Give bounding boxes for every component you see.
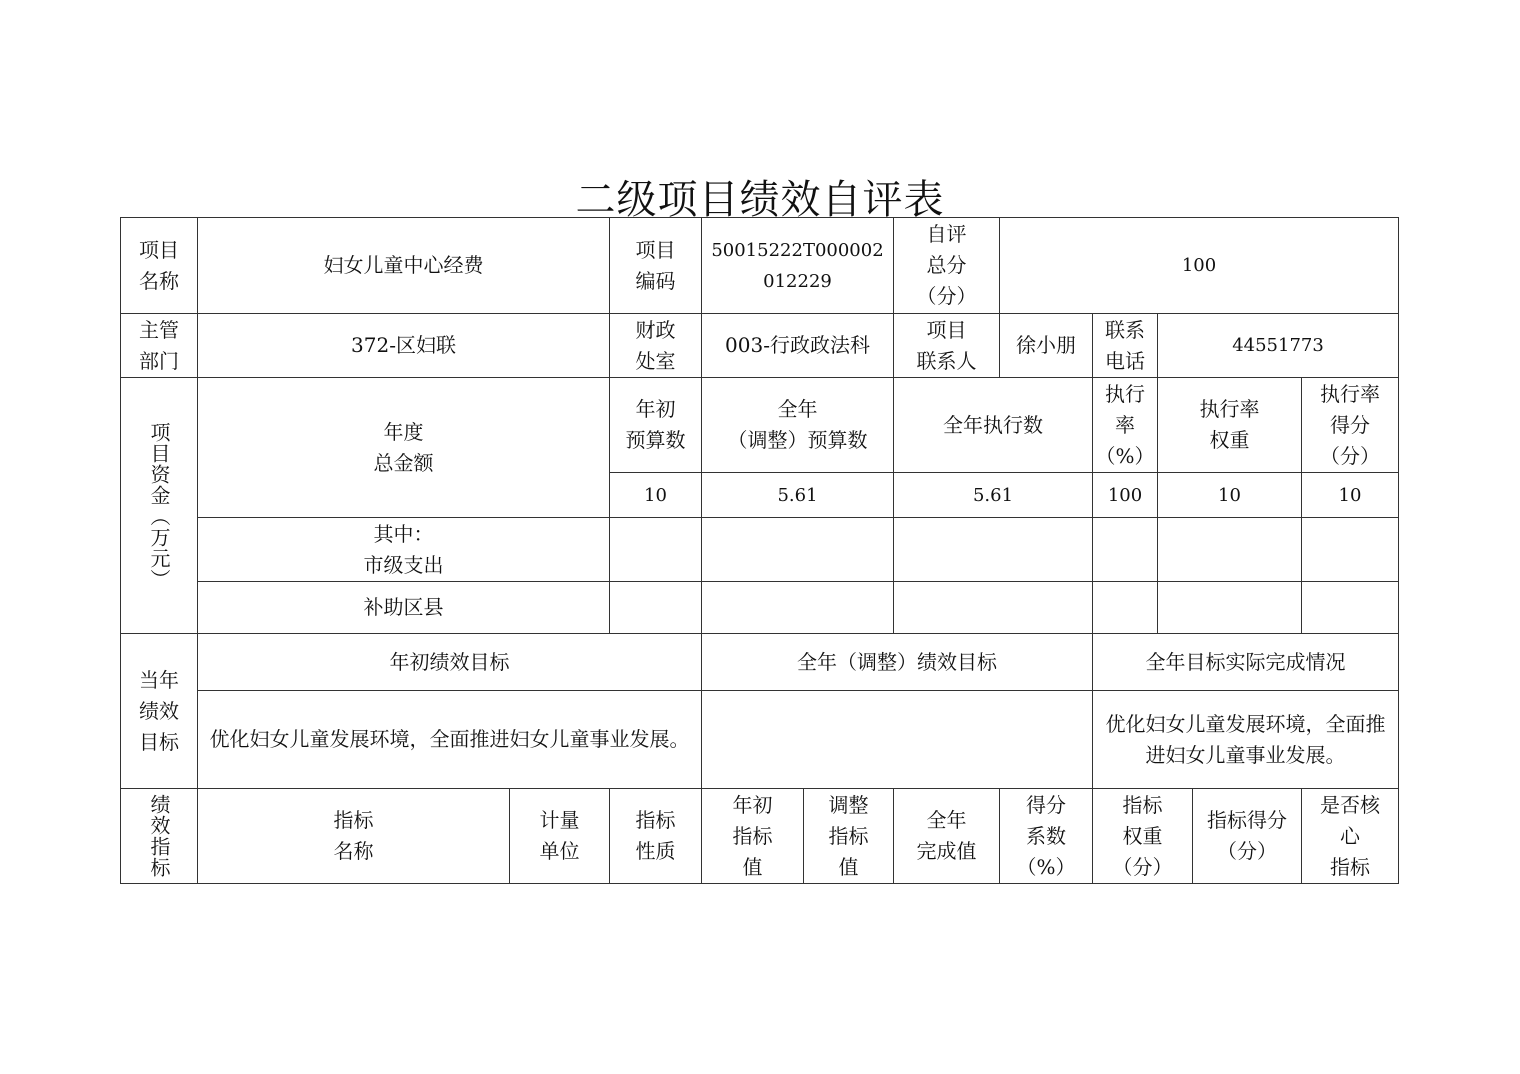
unit-header: 计量 单位: [509, 788, 610, 884]
adjusted-goal-text: [701, 690, 1093, 789]
city-executed-cell: [893, 517, 1093, 582]
adjusted-budget-value: 5.61: [701, 472, 894, 518]
contact-value: 徐小朋: [999, 313, 1093, 378]
actual-goal-text: 优化妇女儿童发展环境，全面推进妇女儿童事业发展。: [1092, 690, 1399, 789]
phone-value: 44551773: [1157, 313, 1399, 378]
finance-office-label: 财政 处室: [609, 313, 702, 378]
funds-section-label: 项目资金（万元）: [120, 377, 198, 634]
city-rate-cell: [1092, 517, 1158, 582]
project-name-value: 妇女儿童中心经费: [197, 217, 610, 314]
rate-score-header: 执行率 得分 （分）: [1301, 377, 1399, 473]
adjusted-goal-header: 全年（调整）绩效目标: [701, 633, 1093, 691]
district-adjusted-cell: [701, 581, 894, 634]
department-label: 主管 部门: [120, 313, 198, 378]
district-executed-cell: [893, 581, 1093, 634]
page-title: 二级项目绩效自评表: [575, 177, 945, 223]
exec-rate-header: 执行 率 （%）: [1092, 377, 1158, 473]
city-weight-cell: [1157, 517, 1302, 582]
district-rate-cell: [1092, 581, 1158, 634]
city-adjusted-cell: [701, 517, 894, 582]
department-value: 372-区妇联: [197, 313, 610, 378]
initial-value-header: 年初 指标 值: [701, 788, 804, 884]
district-initial-cell: [609, 581, 702, 634]
project-code-value: 50015222T000002 012229: [701, 217, 894, 314]
district-weight-cell: [1157, 581, 1302, 634]
self-score-value: 100: [999, 217, 1399, 314]
city-initial-cell: [609, 517, 702, 582]
exec-rate-value: 100: [1092, 472, 1158, 518]
district-subsidy-label: 补助区县: [197, 581, 610, 634]
contact-label: 项目 联系人: [893, 313, 1000, 378]
indicator-name-header: 指标 名称: [197, 788, 510, 884]
indicators-section-label: 绩效指标: [120, 788, 198, 884]
score-coef-header: 得分 系数 （%）: [999, 788, 1093, 884]
executed-header: 全年执行数: [893, 377, 1093, 473]
adjusted-budget-header: 全年 （调整）预算数: [701, 377, 894, 473]
initial-goal-text: 优化妇女儿童发展环境，全面推进妇女儿童事业发展。: [197, 690, 702, 789]
completed-value-header: 全年 完成值: [893, 788, 1000, 884]
initial-budget-value: 10: [609, 472, 702, 518]
initial-goal-header: 年初绩效目标: [197, 633, 702, 691]
rate-weight-value: 10: [1157, 472, 1302, 518]
project-code-label: 项目 编码: [609, 217, 702, 314]
city-score-cell: [1301, 517, 1399, 582]
goals-section-label: 当年 绩效 目标: [120, 633, 198, 789]
annual-total-label: 年度 总金额: [197, 377, 610, 518]
finance-office-value: 003-行政政法科: [701, 313, 894, 378]
initial-budget-header: 年初 预算数: [609, 377, 702, 473]
executed-value: 5.61: [893, 472, 1093, 518]
rate-weight-header: 执行率 权重: [1157, 377, 1302, 473]
city-expense-label: 其中： 市级支出: [197, 517, 610, 582]
adjusted-value-header: 调整 指标 值: [803, 788, 894, 884]
actual-goal-header: 全年目标实际完成情况: [1092, 633, 1399, 691]
self-score-label: 自评 总分 （分）: [893, 217, 1000, 314]
district-score-cell: [1301, 581, 1399, 634]
indicator-score-header: 指标得分 （分）: [1192, 788, 1302, 884]
nature-header: 指标 性质: [609, 788, 702, 884]
project-name-label: 项目 名称: [120, 217, 198, 314]
weight-header: 指标 权重 （分）: [1092, 788, 1193, 884]
rate-score-value: 10: [1301, 472, 1399, 518]
phone-label: 联系 电话: [1092, 313, 1158, 378]
is-core-header: 是否核 心 指标: [1301, 788, 1399, 884]
